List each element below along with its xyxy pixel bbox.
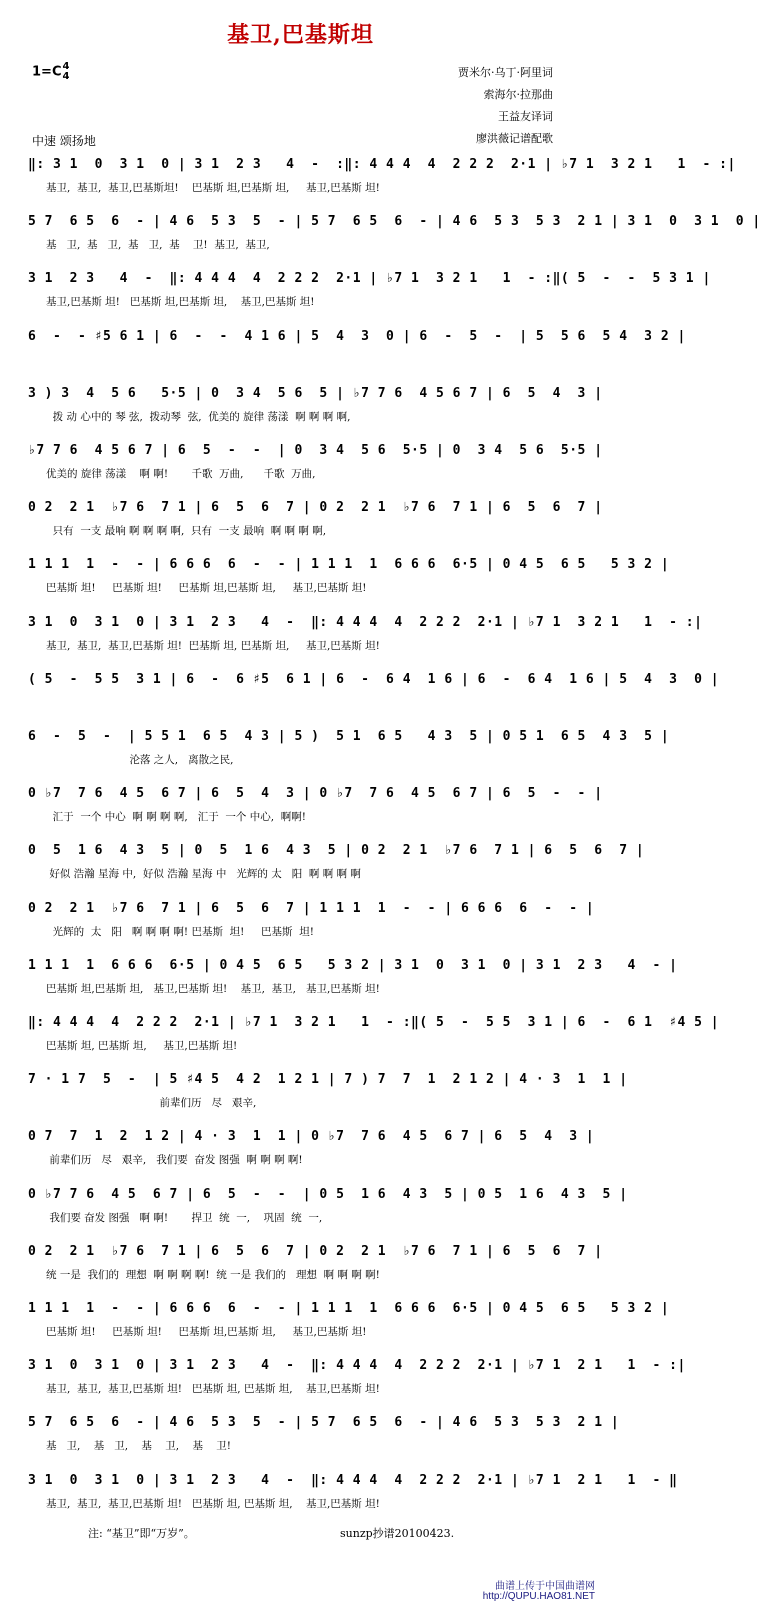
notation-line: 0 2 2 1 ♭7 6 7 1 | 6 5 6 7 | 1 1 1 1 - - | 6 6 6 6 - - | [28,901,595,916]
score-system [28,900,595,940]
score-system [28,1414,620,1454]
time-bottom: 4 [62,71,70,82]
lyrics-line: 巴基斯 坦! 巴基斯 坦! 巴基斯 坦,巴基斯 坦, 基卫,巴基斯 坦! [46,1326,367,1338]
notation-line: 3 1 0 3 1 0 | 3 1 2 3 4 - ‖: 4 4 4 4 2 2 2 2·1 | ♭7 1 2 1 1 - :| [28,1358,686,1373]
score-system [28,442,603,482]
notation-line: 7 · 1 7 5 - | 5 ♯4 5 4 2 1 2 1 | 7 ) 7 7 1 2 1 2 | 4 · 3 1 1 | [28,1072,628,1087]
credits [458,62,553,150]
notation-line: 1 1 1 1 - - | 6 6 6 6 - - | 1 1 1 1 6 6 6 6·5 | 0 4 5 6 5 5 3 2 | [28,557,670,572]
score-system [28,1300,670,1340]
score-system [28,556,670,596]
song-title: 基卫,巴基斯坦 [227,22,374,48]
notation-line: ‖: 4 4 4 4 2 2 2 2·1 | ♭7 1 3 2 1 1 - :‖( 5 - 5 5 3 1 | 6 - 6 1 ♯4 5 | [28,1015,720,1030]
notation-line: 5 7 6 5 6 - | 4 6 5 3 5 - | 5 7 6 5 6 - | 4 6 5 3 5 3 2 1 | 3 1 0 3 1 0 | [28,214,761,229]
lyrics-line: 好似 浩瀚 星海 中, 好似 浩瀚 星海 中 光辉的 太 阳 啊 啊 啊 啊 [46,868,361,880]
score-system [28,1186,628,1226]
score-system [28,1128,595,1168]
score-system [28,213,761,253]
notation-line: 0 2 2 1 ♭7 6 7 1 | 6 5 6 7 | 0 2 2 1 ♭7 6 7 1 | 6 5 6 7 | [28,500,603,515]
notation-line: 0 5 1 6 4 3 5 | 0 5 1 6 4 3 5 | 0 2 2 1 ♭7 6 7 1 | 6 5 6 7 | [28,843,645,858]
notation-line: 6 - 5 - | 5 5 1 6 5 4 3 | 5 ) 5 1 6 5 4 3 5 | 0 5 1 6 5 4 3 5 | [28,729,670,744]
lyrics-line: 基 卫, 基 卫, 基 卫, 基 卫! [46,1440,232,1452]
score-system [28,156,736,196]
notation-line: 0 2 2 1 ♭7 6 7 1 | 6 5 6 7 | 0 2 2 1 ♭7 6 7 1 | 6 5 6 7 | [28,1244,603,1259]
lyrics-line: 基卫, 基卫, 基卫,巴基斯 坦! 巴基斯 坦, 巴基斯 坦, 基卫,巴基斯 坦! [46,1383,380,1395]
notation-line: 0 7 7 1 2 1 2 | 4 · 3 1 1 | 0 ♭7 7 6 4 5 6 7 | 6 5 4 3 | [28,1129,595,1144]
footer-credit: sunzp抄谱20100423. [340,1527,455,1540]
notation-line: ( 5 - 5 5 3 1 | 6 - 6 ♯5 6 1 | 6 - 6 4 1 6 | 6 - 6 4 1 6 | 5 4 3 0 | [28,672,720,687]
notation-line: 3 1 0 3 1 0 | 3 1 2 3 4 - ‖: 4 4 4 4 2 2 2 2·1 | ♭7 1 3 2 1 1 - :| [28,615,703,630]
score-system [28,1357,686,1397]
watermark-line2: http://QUPU.HAO81.NET [482,1591,595,1602]
tempo-marking: 中速 颂扬地 [32,134,96,148]
notation-line: 5 7 6 5 6 - | 4 6 5 3 5 - | 5 7 6 5 6 - | 4 6 5 3 5 3 2 1 | [28,1415,620,1430]
watermark-line1: 曲谱上传于中国曲谱网 [495,1581,595,1592]
lyrics-line: 基卫,巴基斯 坦! 巴基斯 坦,巴基斯 坦, 基卫,巴基斯 坦! [46,296,315,308]
score-system [28,1243,603,1283]
score-system [28,499,603,539]
key-label: 1=C [32,64,62,80]
lyrics-line: 基 卫, 基 卫, 基 卫, 基 卫! 基卫, 基卫, [46,239,270,251]
notation-line: 1 1 1 1 - - | 6 6 6 6 - - | 1 1 1 1 6 6 6 6·5 | 0 4 5 6 5 5 3 2 | [28,1301,670,1316]
score-system [28,1472,678,1512]
lyrics-line: 沦落 之人, 离散之民, [46,754,234,766]
lyrics-line: 基卫, 基卫, 基卫,巴基斯 坦! 巴基斯 坦, 巴基斯 坦, 基卫,巴基斯 坦! [46,1498,380,1510]
score-system [28,957,678,997]
time-top: 4 [62,61,70,72]
lyrics-line [28,695,578,711]
credit-composer: 索海尔·拉那曲 [483,88,553,101]
score-system [28,1014,720,1054]
lyrics-line: 只有 一支 最响 啊 啊 啊 啊, 只有 一支 最响 啊 啊 啊 啊, [46,525,327,537]
notation-line: 1 1 1 1 6 6 6 6·5 | 0 4 5 6 5 5 3 2 | 3 1 0 3 1 0 | 3 1 2 3 4 - | [28,958,678,973]
notation-line: ‖: 3 1 0 3 1 0 | 3 1 2 3 4 - :‖: 4 4 4 4 2 2 2 2·1 | ♭7 1 3 2 1 1 - :| [28,157,736,172]
notation-line: ♭7 7 6 4 5 6 7 | 6 5 - - | 0 3 4 5 6 5·5 | 0 3 4 5 6 5·5 | [28,443,603,458]
score-system [28,385,603,425]
notation-line: 3 1 2 3 4 - ‖: 4 4 4 4 2 2 2 2·1 | ♭7 1 3 2 1 1 - :‖( 5 - - 5 3 1 | [28,271,711,286]
lyrics-line: 基卫, 基卫, 基卫,巴基斯 坦! 巴基斯 坦, 巴基斯 坦, 基卫,巴基斯 坦! [46,640,380,652]
score-system [28,614,703,654]
lyrics-line: 前辈们历 尽 艰辛, [46,1097,257,1109]
notation-line: 0 ♭7 7 6 4 5 6 7 | 6 5 4 3 | 0 ♭7 7 6 4 5 6 7 | 6 5 - - | [28,786,603,801]
time-signature [62,62,69,82]
lyrics-line: 光辉的 太 阳 啊 啊 啊 啊! 巴基斯 坦! 巴基斯 坦! [46,926,314,938]
lyrics-line: 前辈们历 尽 艰辛, 我们要 奋发 图强 啊 啊 啊 啊! [46,1154,303,1166]
lyrics-line [28,352,578,368]
lyrics-line: 基卫, 基卫, 基卫,巴基斯坦! 巴基斯 坦,巴基斯 坦, 基卫,巴基斯 坦! [46,182,380,194]
lyrics-line: 拨 动 心中的 琴 弦, 拨动琴 弦, 优美的 旋律 荡漾 啊 啊 啊 啊, [46,411,351,423]
credit-lyricist: 贾米尔·乌丁·阿里词 [458,66,553,79]
score-system [28,1071,628,1111]
key-signature [32,62,69,82]
score-system [28,728,670,768]
credit-arranger: 廖洪薇记谱配歌 [476,132,553,145]
credit-translator: 王益友译词 [498,110,553,123]
lyrics-line: 统 一是 我们的 理想 啊 啊 啊 啊! 统 一是 我们的 理想 啊 啊 啊 啊! [46,1269,380,1281]
lyrics-line: 我们要 奋发 图强 啊 啊! 捍卫 统 一, 巩固 统 一, [46,1212,323,1224]
lyrics-line: 巴基斯 坦,巴基斯 坦, 基卫,巴基斯 坦! 基卫, 基卫, 基卫,巴基斯 坦! [46,983,380,995]
score-system [28,270,711,310]
lyrics-line: 巴基斯 坦, 巴基斯 坦, 基卫,巴基斯 坦! [46,1040,238,1052]
lyrics-line: 巴基斯 坦! 巴基斯 坦! 巴基斯 坦,巴基斯 坦, 基卫,巴基斯 坦! [46,582,367,594]
footer-note: 注: “基卫”即“万岁”。 [88,1527,195,1540]
notation-line: 6 - - ♯5 6 1 | 6 - - 4 1 6 | 5 4 3 0 | 6 - 5 - | 5 5 6 5 4 3 2 | [28,329,686,344]
notation-line: 3 1 0 3 1 0 | 3 1 2 3 4 - ‖: 4 4 4 4 2 2 2 2·1 | ♭7 1 2 1 1 - ‖ [28,1473,678,1488]
lyrics-line: 优美的 旋律 荡漾 啊 啊! 千歌 万曲, 千歌 万曲, [46,468,316,480]
notation-line: 3 ) 3 4 5 6 5·5 | 0 3 4 5 6 5 | ♭7 7 6 4 5 6 7 | 6 5 4 3 | [28,386,603,401]
score-system [28,785,603,825]
score-system [28,842,645,882]
notation-line: 0 ♭7 7 6 4 5 6 7 | 6 5 - - | 0 5 1 6 4 3 5 | 0 5 1 6 4 3 5 | [28,1187,628,1202]
lyrics-line: 汇于 一个 中心 啊 啊 啊 啊, 汇于 一个 中心, 啊啊! [46,811,306,823]
watermark [483,1582,595,1602]
score-system [28,671,720,711]
score-system [28,328,686,368]
